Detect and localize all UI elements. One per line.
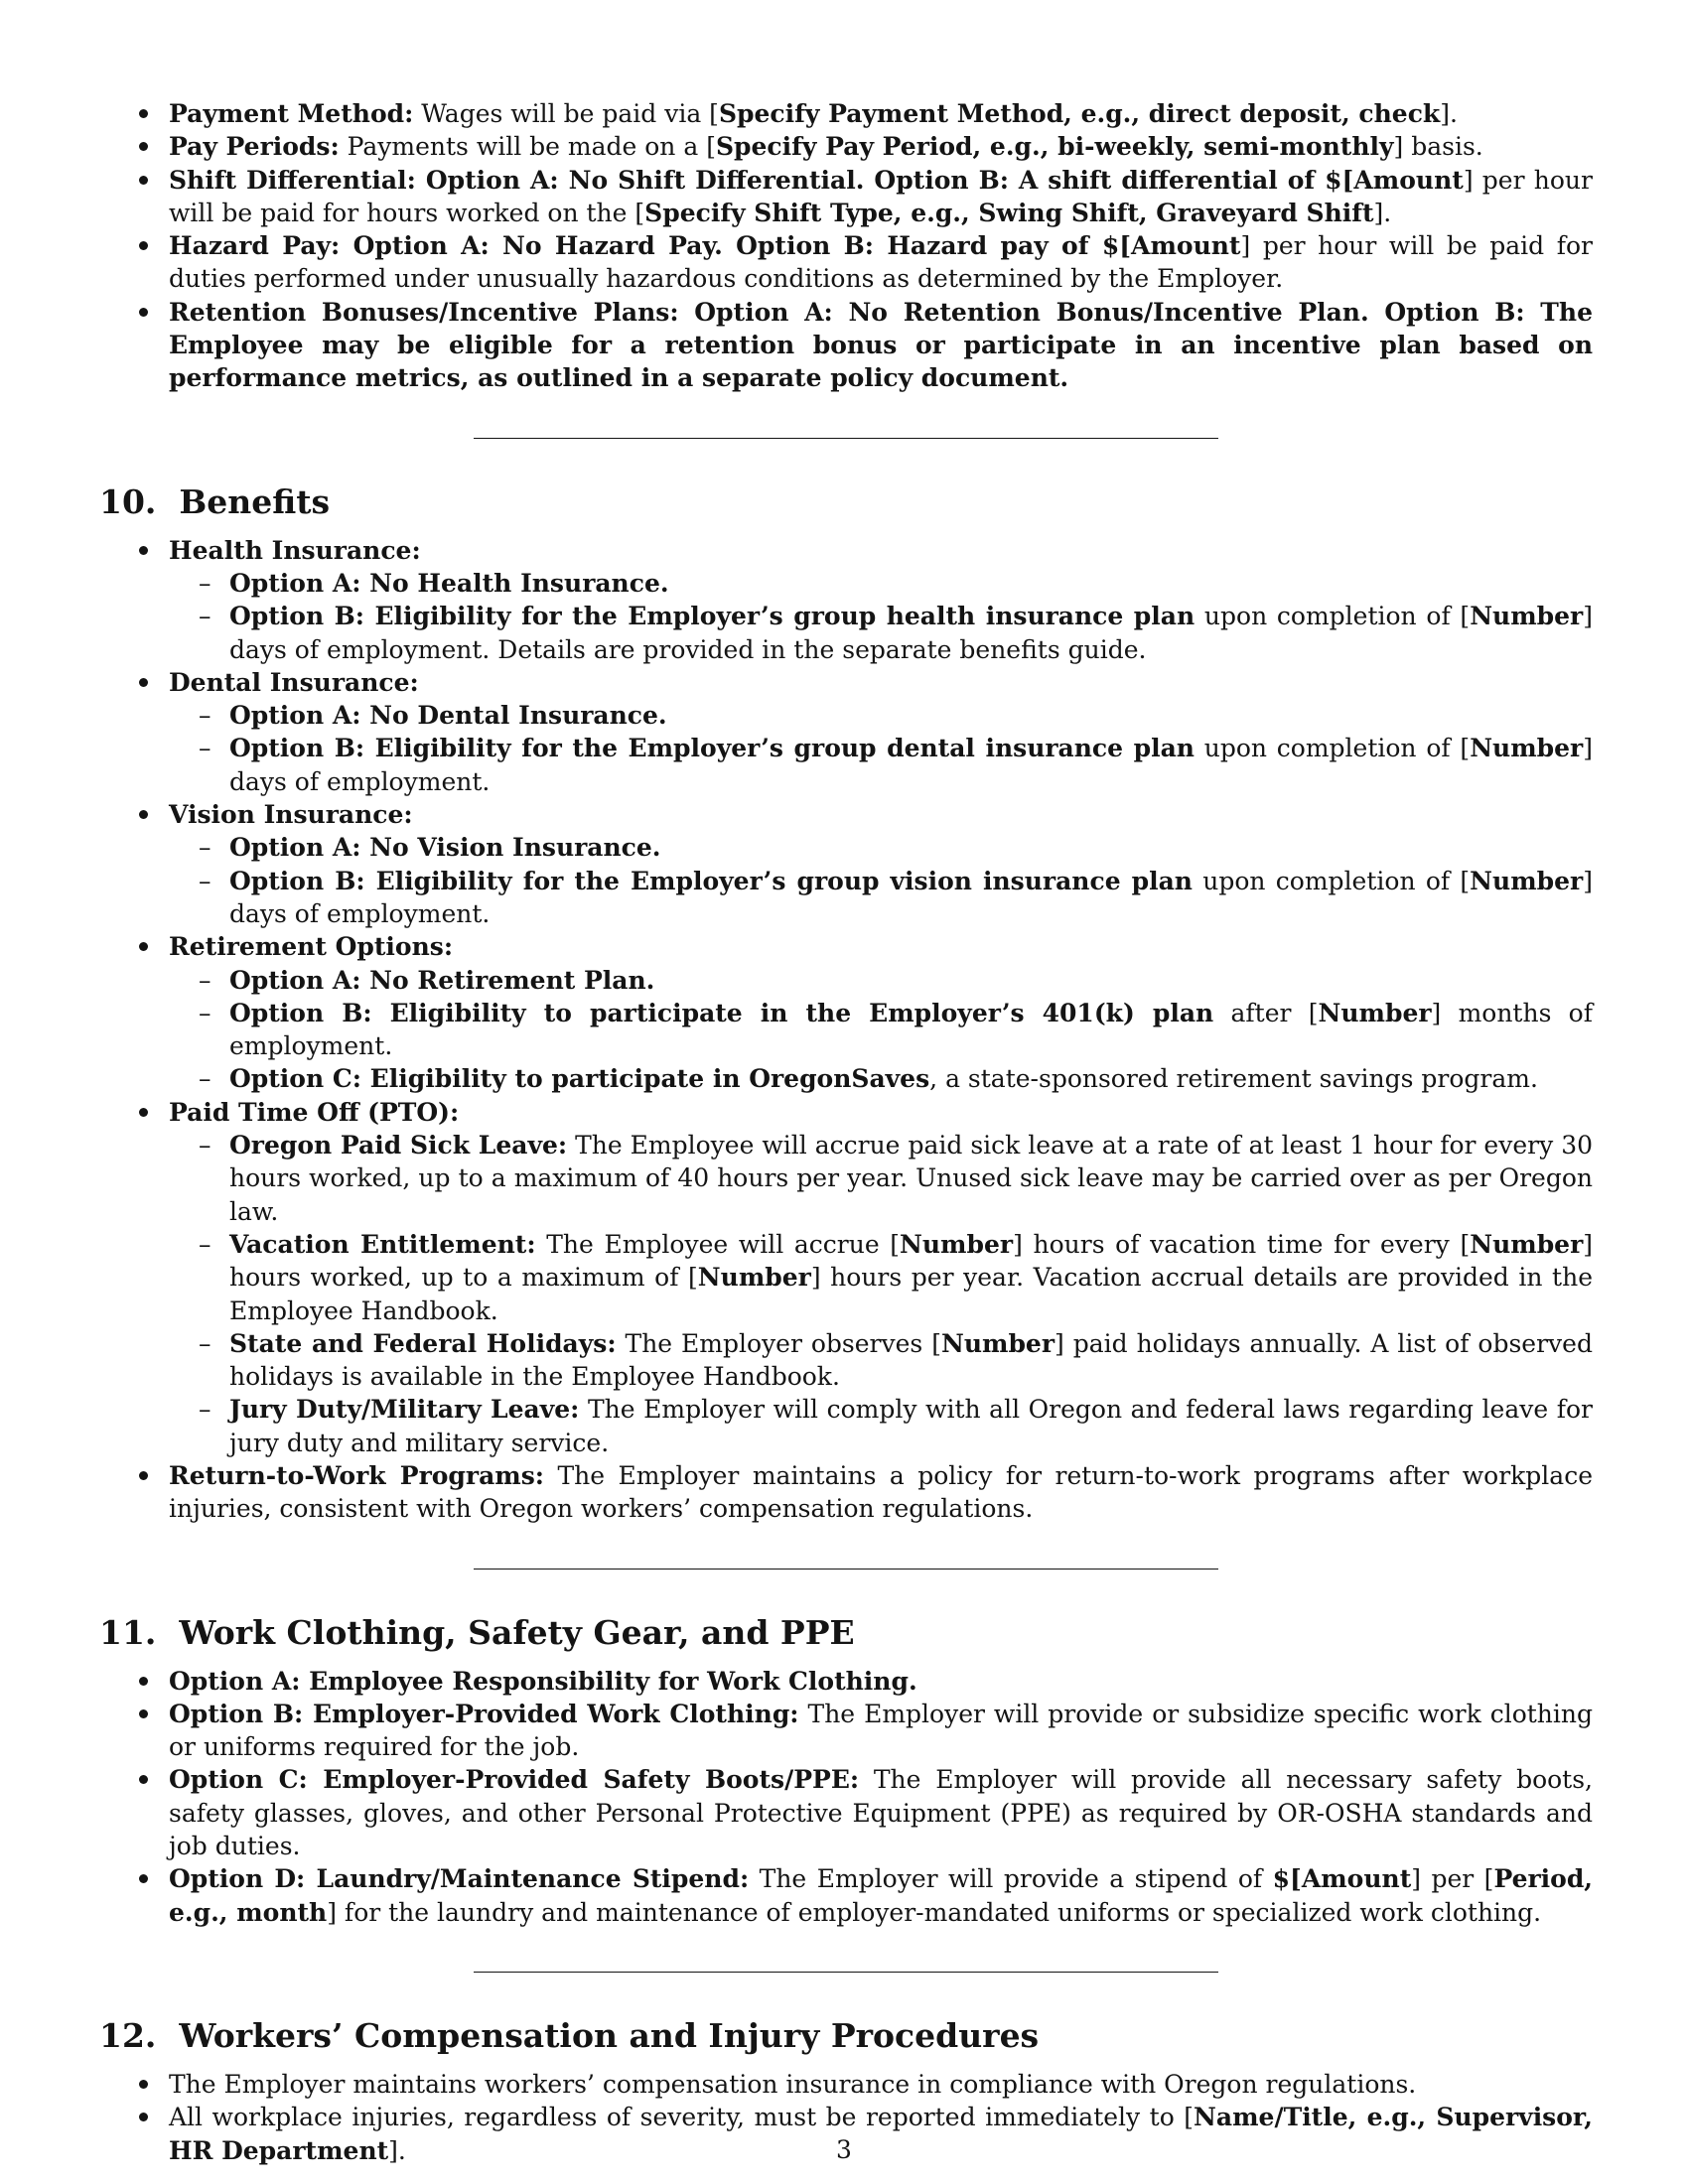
sub-item-vacation: – Vacation Entitlement: The Employee will accrue [Number] hours of vacation time for every [Number] hours worked, up to a maximum of [Number] hours per year. Vacation accrual details are provided in the Employee Handbook. bbox=[169, 1228, 1593, 1327]
sub-item-jury-duty: – Jury Duty/Military Leave: The Employer will comply with all Oregon and federal laws regarding leave for jury duty and military service. bbox=[169, 1393, 1593, 1459]
sub-item-retirement-option-c: – Option C: Eligibility to participate in OregonSaves, a state-sponsored retirement savings program. bbox=[169, 1062, 1593, 1095]
section-heading-workers-comp: 12. Workers’ Compensation and Injury Procedures bbox=[99, 2015, 1040, 2055]
list-item-dental-insurance: Dental Insurance: – Option A: No Dental Insurance. – Option B: Eligibility for the Employer’s group dental insurance plan upon completion of [Number] days of employment. bbox=[99, 666, 1593, 798]
list-item-paid-time-off: Paid Time Off (PTO): – Oregon Paid Sick Leave: The Employee will accrue paid sick leave at a rate of at least 1 hour for every 30 hours worked, up to a maximum of 40 hours per year. Unused sick leave may be carried over as per Oregon law. – Vacation Entitlement: The Employee will accrue [Number] hours of vacation time for every [Number] hours worked, up to a maximum of [Number] hours per year. Vacation accrual details are provided in the Employee Handbook. – State and Federal Holidays: The Employer observes [Number] paid holidays annually. A list of observed holidays is available in the Employee Handbook. – Jury Duty/Military Leave: The Employer will comply with all Oregon and federal laws regarding leave for jury duty and military service. bbox=[99, 1096, 1593, 1459]
list-item-clothing-option-a: Option A: Employee Responsibility for Work Clothing. bbox=[99, 1665, 1593, 1698]
sub-item-dental-option-a: – Option A: No Dental Insurance. bbox=[169, 699, 1593, 732]
list-item-clothing-option-b: Option B: Employer-Provided Work Clothing: The Employer will provide or subsidize specific work clothing or uniforms required for the job. bbox=[99, 1698, 1593, 1764]
list-item-return-to-work: Return-to-Work Programs: The Employer maintains a policy for return-to-work programs after workplace injuries, consistent with Oregon workers’ compensation regulations. bbox=[99, 1459, 1593, 1526]
list-item-clothing-option-d: Option D: Laundry/Maintenance Stipend: The Employer will provide a stipend of $[Amount] per [Period, e.g., month] for the laundry and maintenance of employer-mandated uniforms or specialized work clothing. bbox=[99, 1862, 1593, 1929]
list-item-retention-bonuses: Retention Bonuses/Incentive Plans: Option A: No Retention Bonus/Incentive Plan. Option B: The Employee may be eligible for a retention bonus or participate in an incentive plan based on performance metrics, as outlined in a separate policy document. bbox=[99, 296, 1593, 395]
sub-item-health-option-a: – Option A: No Health Insurance. bbox=[169, 567, 1593, 600]
sub-item-retirement-option-b: – Option B: Eligibility to participate in the Employer’s 401(k) plan after [Number] months of employment. bbox=[169, 997, 1593, 1063]
section-heading-benefits: 10. Benefits bbox=[99, 481, 331, 521]
section-divider bbox=[474, 1972, 1218, 1973]
benefits-list bbox=[99, 534, 1593, 1526]
sub-item-vision-option-a: – Option A: No Vision Insurance. bbox=[169, 831, 1593, 864]
section-heading-work-clothing: 11. Work Clothing, Safety Gear, and PPE bbox=[99, 1612, 855, 1652]
sub-item-vision-option-b: – Option B: Eligibility for the Employer’s group vision insurance plan upon completion of [Number] days of employment. bbox=[169, 865, 1593, 931]
sub-item-holidays: – State and Federal Holidays: The Employer observes [Number] paid holidays annually. A list of observed holidays is available in the Employee Handbook. bbox=[169, 1327, 1593, 1394]
list-item-clothing-option-c: Option C: Employer-Provided Safety Boots/PPE: The Employer will provide all necessary safety boots, safety glasses, gloves, and other Personal Protective Equipment (PPE) as required by OR-OSHA standards and job duties. bbox=[99, 1763, 1593, 1862]
list-item-hazard-pay: Hazard Pay: Option A: No Hazard Pay. Option B: Hazard pay of $[Amount] per hour will be paid for duties performed under unusually hazardous conditions as determined by the Employer. bbox=[99, 229, 1593, 296]
sub-item-sick-leave: – Oregon Paid Sick Leave: The Employee will accrue paid sick leave at a rate of at least 1 hour for every 30 hours worked, up to a maximum of 40 hours per year. Unused sick leave may be carried over as per Oregon law. bbox=[169, 1129, 1593, 1228]
sub-item-retirement-option-a: – Option A: No Retirement Plan. bbox=[169, 964, 1593, 997]
work-clothing-list bbox=[99, 1665, 1593, 1929]
document-body bbox=[99, 97, 1593, 2167]
section-divider bbox=[474, 1569, 1218, 1570]
list-item-retirement-options: Retirement Options: – Option A: No Retirement Plan. – Option B: Eligibility to participate in the Employer’s 401(k) plan after [Number] months of employment. – Option C: Eligibility to participate in OregonSaves, a state-sponsored retirement savings program. bbox=[99, 930, 1593, 1095]
list-item-health-insurance: Health Insurance: – Option A: No Health Insurance. – Option B: Eligibility for the Employer’s group health insurance plan upon completion of [Number] days of employment. Details are provided in the separate benefits guide. bbox=[99, 534, 1593, 666]
list-item-vision-insurance: Vision Insurance: – Option A: No Vision Insurance. – Option B: Eligibility for the Employer’s group vision insurance plan upon completion of [Number] days of employment. bbox=[99, 798, 1593, 930]
sub-item-dental-option-b: – Option B: Eligibility for the Employer’s group dental insurance plan upon completion of [Number] days of employment. bbox=[169, 732, 1593, 798]
list-item-pay-periods: Pay Periods: Payments will be made on a [Specify Pay Period, e.g., bi-weekly, semi-monthly] basis. bbox=[99, 130, 1593, 163]
list-item-injury-reporting: All workplace injuries, regardless of severity, must be reported immediately to [Name/Title, e.g., Supervisor, HR Department]. bbox=[99, 2101, 1593, 2167]
compensation-list bbox=[99, 97, 1593, 395]
list-item-shift-differential: Shift Differential: Option A: No Shift Differential. Option B: A shift differential of $[Amount] per hour will be paid for hours worked on the [Specify Shift Type, e.g., Swing Shift, Graveyard Shift]. bbox=[99, 164, 1593, 230]
sub-item-health-option-b: – Option B: Eligibility for the Employer’s group health insurance plan upon completion of [Number] days of employment. Details are provided in the separate benefits guide. bbox=[169, 600, 1593, 666]
list-item-payment-method: Payment Method: Wages will be paid via [Specify Payment Method, e.g., direct deposit, check]. bbox=[99, 97, 1593, 130]
section-divider bbox=[474, 438, 1218, 439]
list-item-insurance-compliance: The Employer maintains workers’ compensation insurance in compliance with Oregon regulations. bbox=[99, 2068, 1593, 2101]
page-number: 3 bbox=[836, 2135, 852, 2164]
